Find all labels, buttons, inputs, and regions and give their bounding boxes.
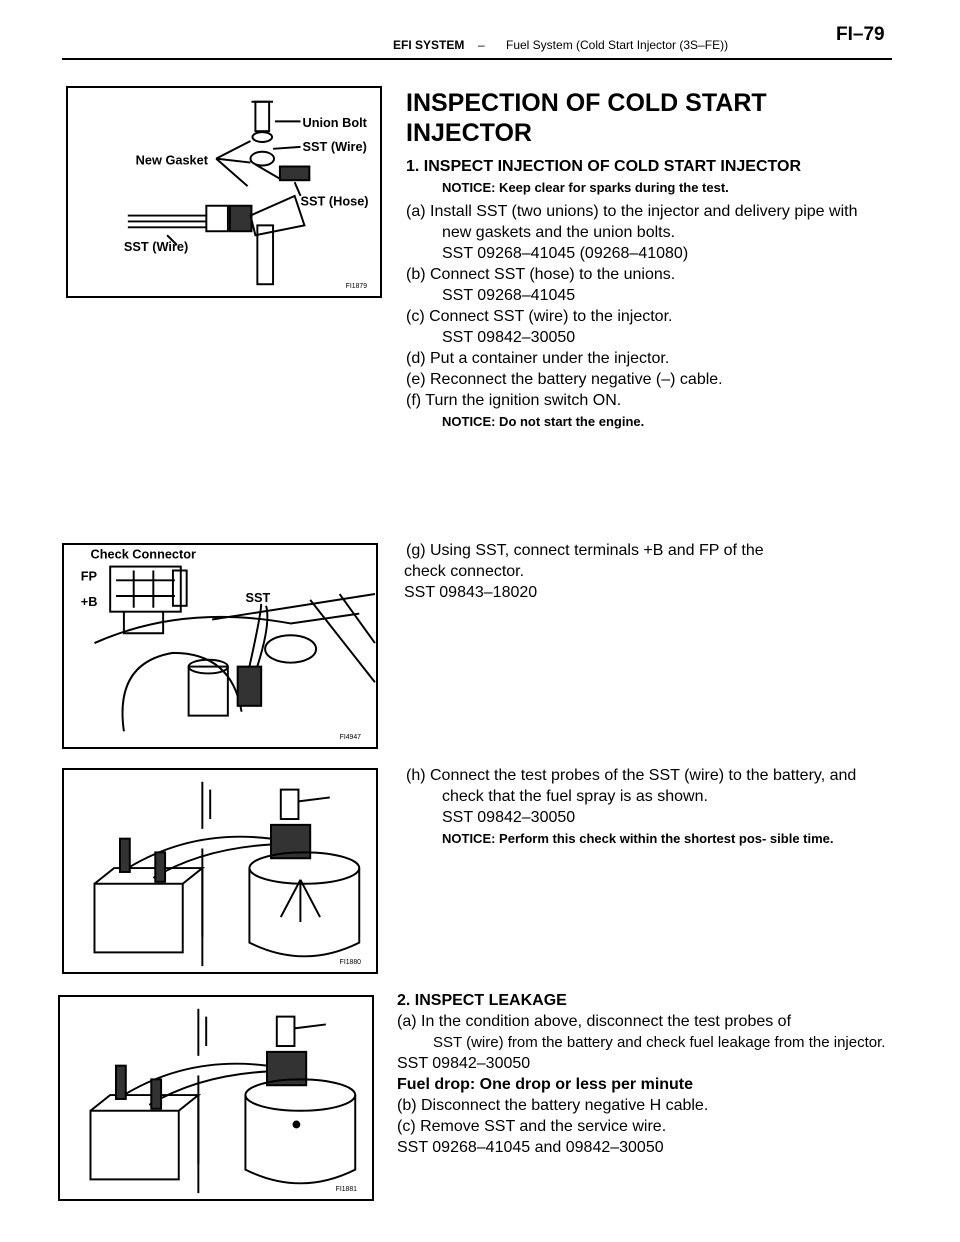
step-h-text: (h) Connect the test probes of the SST (wire) to the battery, and check that the fuel spray is as shown.	[406, 767, 857, 805]
label-check-connector: Check Connector	[90, 546, 197, 562]
label-sst: SST	[245, 589, 271, 605]
label-sst-wire-bottom: SST (Wire)	[123, 238, 189, 254]
spray-test-illustration	[64, 770, 376, 972]
label-union-bolt: Union Bolt	[302, 115, 367, 131]
step-f: (f) Turn the ignition switch ON.	[406, 392, 622, 409]
figure-leakage-test	[58, 995, 374, 1201]
figure-check-connector	[62, 543, 378, 749]
step2-heading: 2. INSPECT LEAKAGE	[397, 992, 567, 1009]
section-2	[397, 990, 887, 1158]
notice-sparks: NOTICE: Keep clear for sparks during the test.	[442, 180, 729, 195]
step-a: (a) Install SST (two unions) to the injector and delivery pipe with new gaskets and the union bolts.	[406, 203, 858, 241]
step-c-sst: SST 09842–30050	[442, 329, 576, 346]
figure-injector-sst	[66, 86, 382, 298]
step-g-line1: (g) Using SST, connect terminals +B and FP of the	[406, 542, 764, 559]
fuel-drop-spec: Fuel drop: One drop or less per minute	[397, 1076, 694, 1093]
label-sst-hose: SST (Hose)	[300, 193, 369, 209]
figure-spray-test	[62, 768, 378, 974]
header-rule	[62, 58, 892, 60]
step-c: (c) Connect SST (wire) to the injector.	[406, 308, 673, 325]
step-b-sst: SST 09268–41045	[442, 287, 576, 304]
figure-code: FI1881	[335, 1186, 357, 1194]
label-new-gasket: New Gasket	[135, 152, 208, 168]
section-1	[406, 88, 886, 433]
injector-illustration	[68, 88, 380, 296]
section-title-line2: INJECTOR	[406, 119, 532, 147]
header-system: EFI SYSTEM	[393, 38, 465, 52]
step-h-sst: SST 09842–30050	[442, 809, 576, 826]
step1-heading: 1. INSPECT INJECTION OF COLD START INJECTOR	[406, 158, 801, 175]
label-sst-wire-top: SST (Wire)	[302, 138, 367, 154]
check-connector-illustration	[64, 545, 376, 747]
step-b: (b) Connect SST (hose) to the unions.	[406, 266, 676, 283]
header-dash: –	[478, 38, 485, 52]
figure-code: FI1880	[339, 959, 361, 967]
label-fp: FP	[80, 568, 98, 584]
notice-shortest-time: NOTICE: Perform this check within the shortest pos- sible time.	[442, 831, 834, 846]
step2-sst1: SST 09842–30050	[397, 1055, 531, 1072]
step2-a-line2: SST (wire) from the battery and check fuel leakage from the injector.	[433, 1034, 886, 1051]
step-g-line2: check connector.	[404, 563, 525, 580]
step2-c: (c) Remove SST and the service wire.	[397, 1118, 667, 1135]
notice-no-start: NOTICE: Do not start the engine.	[442, 414, 645, 429]
step-g-sst: SST 09843–18020	[404, 584, 538, 601]
step2-a-line1: (a) In the condition above, disconnect the test probes of	[397, 1013, 792, 1030]
step-e: (e) Reconnect the battery negative (–) cable.	[406, 371, 723, 388]
step-h	[406, 765, 886, 850]
header-subtitle: Fuel System (Cold Start Injector (3S–FE))	[506, 38, 729, 52]
step2-b: (b) Disconnect the battery negative H cable.	[397, 1097, 709, 1114]
step-g	[406, 540, 886, 603]
figure-code: FI4947	[339, 734, 361, 742]
figure-code: FI1879	[345, 283, 368, 291]
step-d: (d) Put a container under the injector.	[406, 350, 670, 367]
label-plus-b: +B	[80, 593, 98, 609]
step-a-sst: SST 09268–41045 (09268–41080)	[442, 245, 689, 262]
leakage-test-illustration	[60, 997, 372, 1199]
step2-sst2: SST 09268–41045 and 09842–30050	[397, 1139, 664, 1156]
page-number: FI–79	[836, 24, 885, 45]
section-title-line1: INSPECTION OF COLD START	[406, 89, 767, 117]
